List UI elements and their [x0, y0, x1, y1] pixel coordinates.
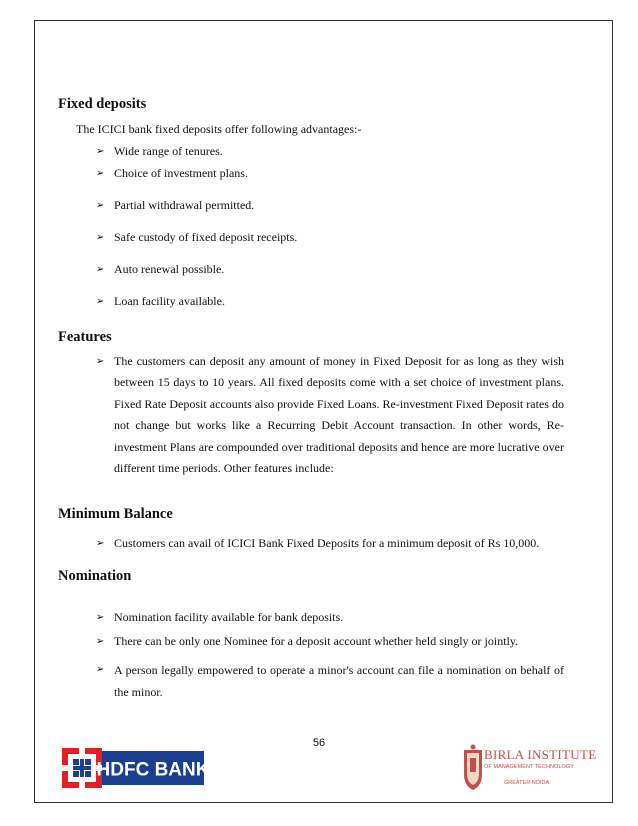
arrowhead-bullet-icon: ➢ — [96, 636, 105, 647]
list-item: ➢ Customers can avail of ICICI Bank Fixed Deposits for a minimum deposit of Rs 10,000. — [96, 536, 540, 550]
heading-minimum-balance: Minimum Balance — [58, 506, 173, 522]
heading-nomination: Nomination — [58, 568, 132, 584]
arrowhead-bullet-icon: ➢ — [96, 232, 105, 243]
arrowhead-bullet-icon: ➢ — [96, 538, 105, 549]
list-item: ➢ Partial withdrawal permitted. — [96, 198, 255, 212]
features-paragraph: ➢ The customers can deposit any amount of money in Fixed Deposit for as long as they wish between 15 days to 10 years. All fixed deposits come with a set choice of investment plans. Fixed Rate Deposit accounts also provide Fixed Loans. Re-investment Fixed Deposit rates do not change but works like a Recurring Debit Account transaction. In other words, Re-investment Plans are compounded over traditional deposits and hence are more lucrative over different time periods. Other features include: — [96, 351, 564, 479]
hdfc-logo-text: HDFC BANK — [96, 759, 204, 781]
arrowhead-bullet-icon: ➢ — [96, 296, 105, 307]
crest-icon — [462, 744, 484, 792]
list-item: ➢ A person legally empowered to operate a minor's account can file a nomination on behalf of the minor. — [96, 659, 564, 703]
list-item: ➢ There can be only one Nominee for a deposit account whether held singly or jointly. — [96, 634, 519, 648]
birla-logo-title: BIRLA INSTITUTE — [484, 747, 597, 762]
birla-logo-subtitle: OF MANAGEMENT TECHNOLOGY — [484, 764, 574, 770]
arrowhead-bullet-icon: ➢ — [96, 664, 105, 675]
birla-institute-logo — [462, 744, 597, 794]
fixed-deposits-intro: The ICICI bank fixed deposits offer following advantages:- — [76, 122, 362, 136]
list-item: ➢ Wide range of tenures. — [96, 144, 223, 158]
arrowhead-bullet-icon: ➢ — [96, 168, 105, 179]
list-item: ➢ Nomination facility available for bank deposits. — [96, 610, 344, 624]
birla-logo-location: GREATER NOIDA — [504, 780, 550, 786]
hdfc-bank-logo — [62, 748, 204, 788]
list-item: ➢ Choice of investment plans. — [96, 166, 248, 180]
heading-fixed-deposits: Fixed deposits — [58, 96, 147, 112]
list-item: ➢ Safe custody of fixed deposit receipts. — [96, 230, 298, 244]
heading-features: Features — [58, 329, 112, 345]
arrowhead-bullet-icon: ➢ — [96, 264, 105, 275]
list-item: ➢ Auto renewal possible. — [96, 262, 225, 276]
arrowhead-bullet-icon: ➢ — [96, 200, 105, 211]
hdfc-logo-mark — [62, 748, 204, 788]
list-item: ➢ Loan facility available. — [96, 294, 225, 308]
arrowhead-bullet-icon: ➢ — [96, 356, 105, 367]
page-number: 56 — [312, 737, 326, 749]
arrowhead-bullet-icon: ➢ — [96, 146, 105, 157]
arrowhead-bullet-icon: ➢ — [96, 612, 105, 623]
